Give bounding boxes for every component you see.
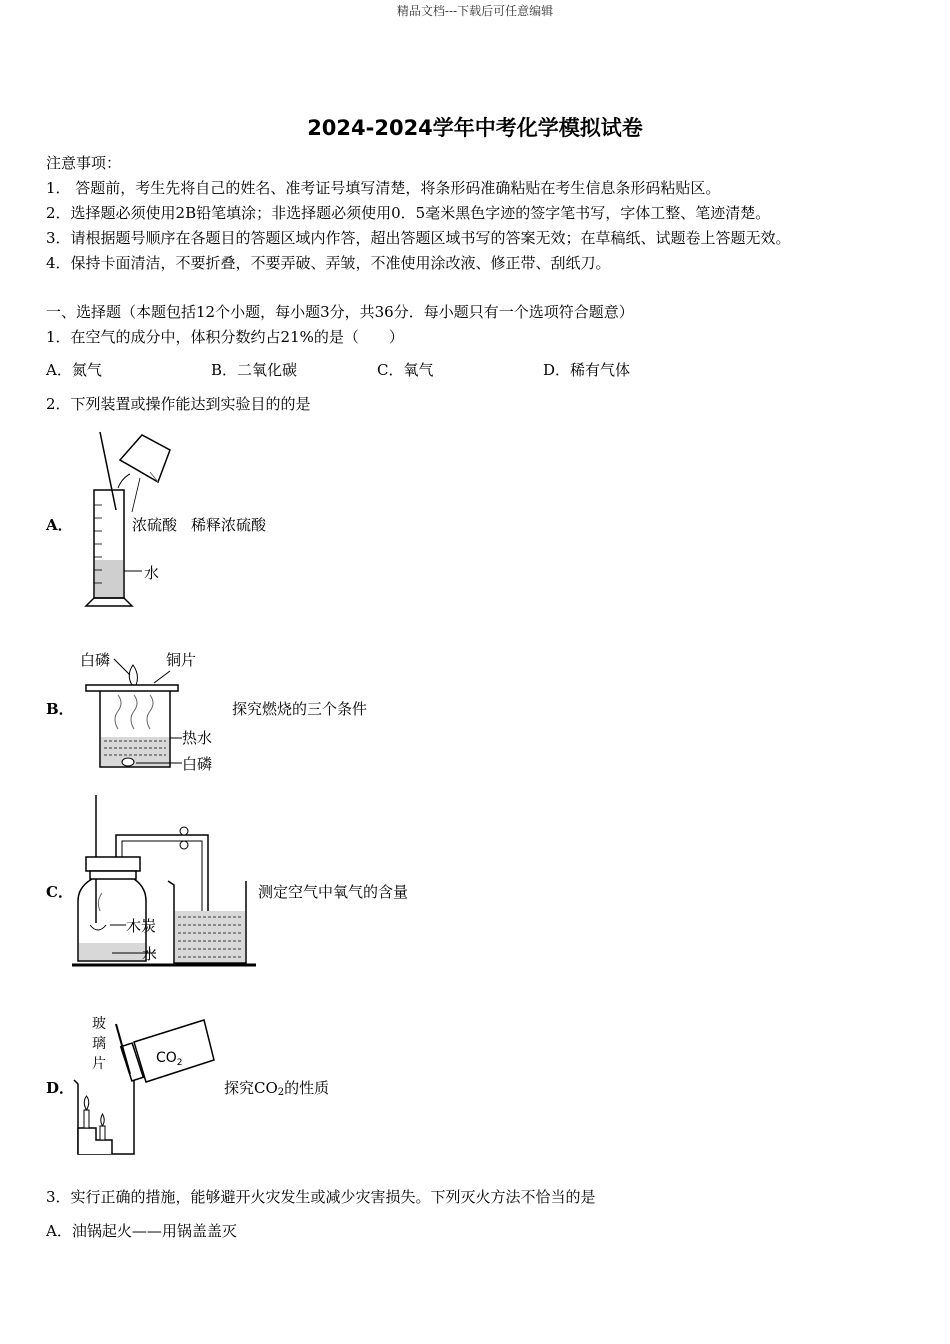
q2-option-a-letter: A． xyxy=(46,516,73,534)
q2-option-a-caption: 稀释浓硫酸 xyxy=(191,516,267,534)
co2-property-figure xyxy=(72,1010,222,1158)
notice-item-4: 4．保持卡面清洁，不要折叠，不要弄破、弄皱，不准使用涂改液、修正带、刮纸刀。 xyxy=(46,254,611,272)
charcoal-label: 木炭 xyxy=(126,917,157,935)
q2-option-c-letter: C． xyxy=(46,883,73,901)
notice-item-1: 1． 答题前，考生先将自己的姓名、准考证号填写清楚，将条形码准确粘贴在考生信息条形码粘贴区。 xyxy=(46,179,721,197)
q2-option-d-caption: 探究$CO_2$的性质 xyxy=(224,1079,330,1098)
concentrated-acid-label: 浓硫酸 xyxy=(132,516,178,534)
notice-heading: 注意事项： xyxy=(46,154,122,172)
q2-option-d-letter: D． xyxy=(46,1079,75,1097)
copper-sheet-label: 铜片 xyxy=(166,651,197,669)
co2-label: $CO_2$ xyxy=(156,1050,183,1068)
white-phosphorus-label-top: 白磷 xyxy=(80,651,111,669)
q3-option-a: A．油锅起火——用锅盖盖灭 xyxy=(46,1222,237,1240)
glass-label-2: 璃 xyxy=(92,1036,106,1052)
q1-option-d: D．稀有气体 xyxy=(543,361,631,379)
q2-option-c-caption: 测定空气中氧气的含量 xyxy=(258,883,409,901)
glass-label-3: 片 xyxy=(92,1056,106,1072)
notice-item-3: 3．请根据题号顺序在各题目的答题区域内作答，超出答题区域书写的答案无效；在草稿纸、试题卷上答题无效。 xyxy=(46,229,791,247)
notice-item-2: 2．选择题必须使用2B铅笔填涂；非选择题必须使用0．5毫米黑色字迹的签字笔书写，字体工整、笔迹清楚。 xyxy=(46,204,771,222)
oxygen-content-figure xyxy=(72,793,257,969)
water-label-a: 水 xyxy=(144,564,160,582)
header-note: 精品文档---下载后可任意编辑 xyxy=(396,4,554,18)
q2-option-b-letter: B． xyxy=(46,700,74,718)
q2-stem: 2．下列装置或操作能达到实验目的的是 xyxy=(46,395,311,413)
q1-option-c: C．氧气 xyxy=(377,361,434,379)
q2-option-b-caption: 探究燃烧的三个条件 xyxy=(232,700,368,718)
diluting-acid-figure xyxy=(80,430,190,610)
q3-stem: 3．实行正确的措施，能够避开火灾发生或减少灾害损失。下列灭火方法不恰当的是 xyxy=(46,1188,596,1206)
section-heading: 一、选择题（本题包括12个小题，每小题3分，共36分．每小题只有一个选项符合题意） xyxy=(46,303,634,321)
q1-option-a: A．氮气 xyxy=(46,361,102,379)
water-label-c: 水 xyxy=(142,945,158,963)
q1-option-b: B．二氧化碳 xyxy=(211,361,298,379)
white-phosphorus-label-bottom: 白磷 xyxy=(182,755,213,773)
hot-water-label: 热水 xyxy=(182,729,213,747)
page-title: 2024-2024学年中考化学模拟试卷 xyxy=(307,116,643,140)
q1-stem: 1．在空气的成分中，体积分数约占21%的是（ ） xyxy=(46,328,404,346)
glass-label-1: 玻 xyxy=(92,1016,106,1032)
combustion-figure xyxy=(78,645,228,775)
